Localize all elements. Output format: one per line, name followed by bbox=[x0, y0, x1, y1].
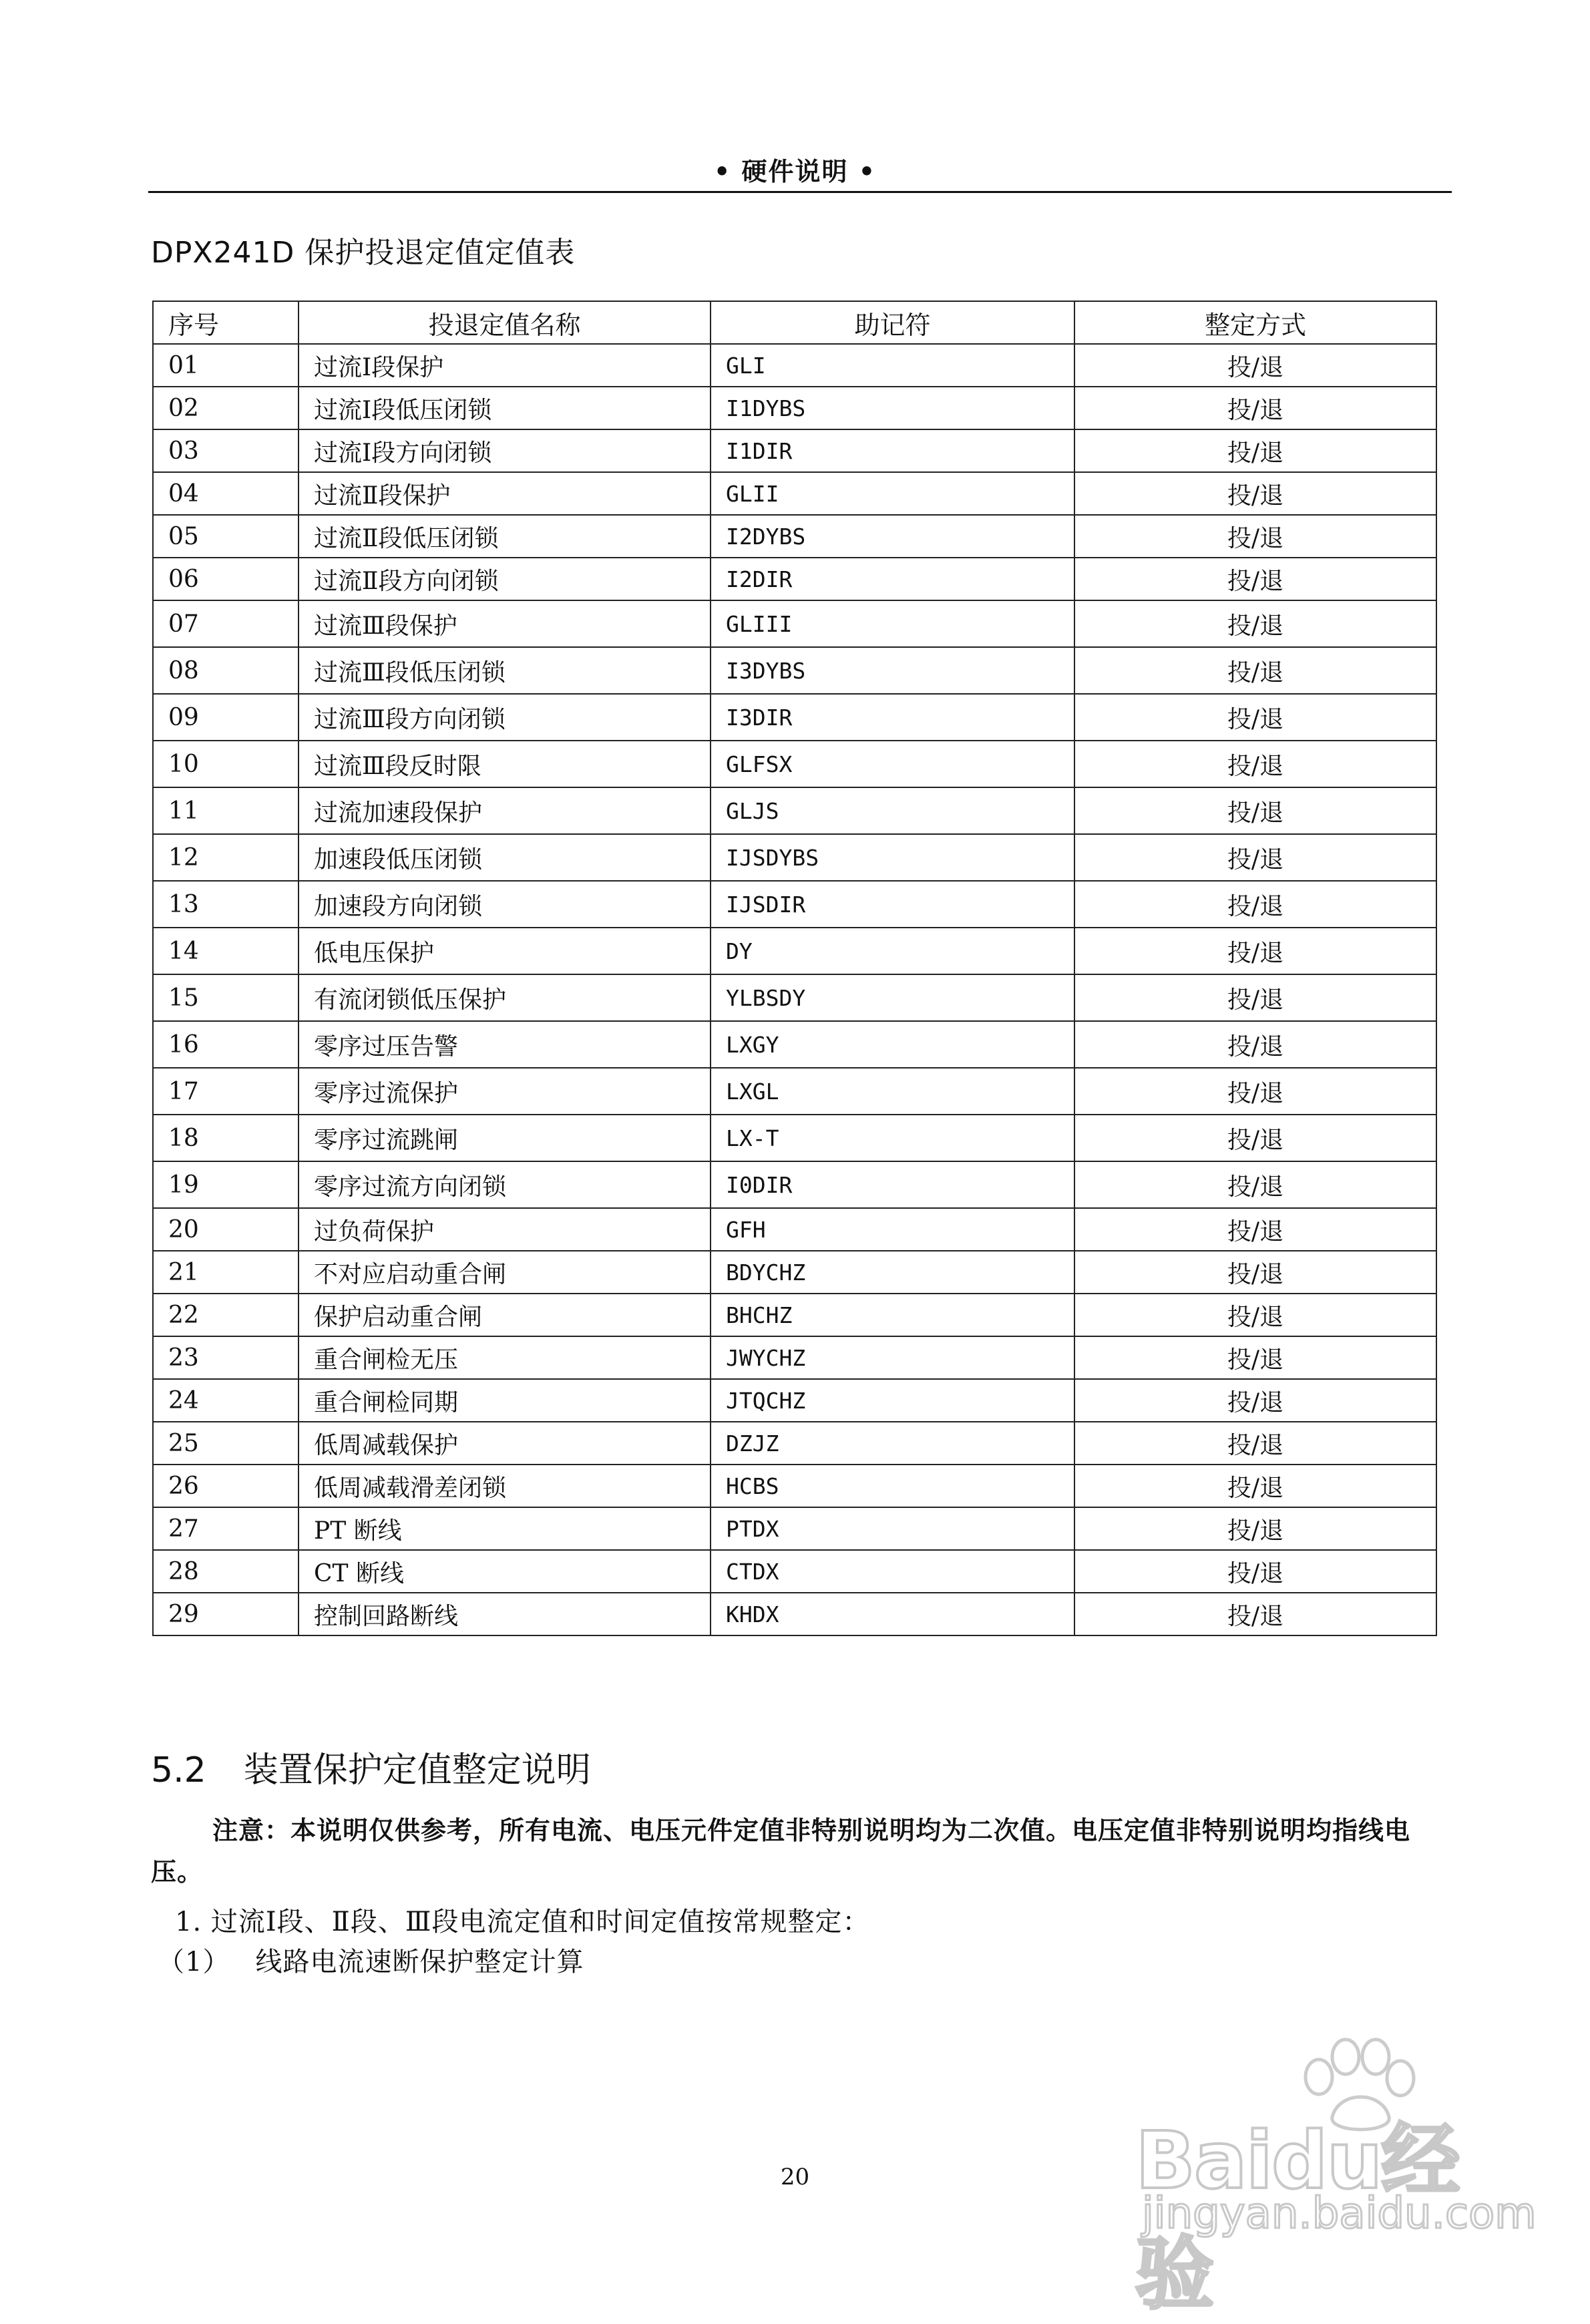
cell-mode: 投/退 bbox=[1074, 1550, 1436, 1593]
table-row bbox=[153, 974, 1436, 1021]
cell-no: 28 bbox=[153, 1550, 299, 1593]
table-row bbox=[153, 1507, 1436, 1550]
cell-no: 25 bbox=[153, 1422, 299, 1465]
cell-name: 过流Ⅲ段反时限 bbox=[299, 741, 711, 787]
table-row bbox=[153, 928, 1436, 974]
table-header-row bbox=[153, 301, 1436, 344]
cell-code: DZJZ bbox=[711, 1422, 1074, 1465]
cell-code: JWYCHZ bbox=[711, 1336, 1074, 1379]
cell-name: 低周减载保护 bbox=[299, 1422, 711, 1465]
subitem-text: 线路电流速断保护整定计算 bbox=[255, 1947, 584, 1977]
cell-name: 零序过流保护 bbox=[299, 1068, 711, 1115]
cell-name: 保护启动重合闸 bbox=[299, 1294, 711, 1336]
cell-name: 零序过流方向闭锁 bbox=[299, 1161, 711, 1208]
cell-mode: 投/退 bbox=[1074, 429, 1436, 472]
cell-code: I2DIR bbox=[711, 558, 1074, 600]
table-row bbox=[153, 647, 1436, 694]
table-row bbox=[153, 881, 1436, 928]
cell-code: LXGL bbox=[711, 1068, 1074, 1115]
cell-mode: 投/退 bbox=[1074, 881, 1436, 928]
table-row bbox=[153, 694, 1436, 741]
cell-mode: 投/退 bbox=[1074, 1161, 1436, 1208]
cell-no: 10 bbox=[153, 741, 299, 787]
cell-no: 14 bbox=[153, 928, 299, 974]
cell-mode: 投/退 bbox=[1074, 515, 1436, 558]
table-row bbox=[153, 1422, 1436, 1465]
cell-mode: 投/退 bbox=[1074, 1593, 1436, 1635]
cell-no: 21 bbox=[153, 1251, 299, 1294]
table-row bbox=[153, 741, 1436, 787]
table-body bbox=[153, 344, 1436, 1635]
cell-mode: 投/退 bbox=[1074, 1294, 1436, 1336]
table-row bbox=[153, 787, 1436, 834]
cell-name: 重合闸检同期 bbox=[299, 1379, 711, 1422]
cell-no: 19 bbox=[153, 1161, 299, 1208]
cell-no: 23 bbox=[153, 1336, 299, 1379]
cell-code: I0DIR bbox=[711, 1161, 1074, 1208]
protection-settings-table bbox=[152, 301, 1437, 1636]
cell-no: 24 bbox=[153, 1379, 299, 1422]
cell-mode: 投/退 bbox=[1074, 834, 1436, 881]
cell-code: I1DYBS bbox=[711, 387, 1074, 429]
cell-code: I1DIR bbox=[711, 429, 1074, 472]
baidu-watermark bbox=[1135, 2037, 1537, 2320]
section-number: 5.2 bbox=[151, 1750, 206, 1790]
list-item-1: 1. 过流Ⅰ段、Ⅱ段、Ⅲ段电流定值和时间定值按常规整定： bbox=[175, 1907, 870, 1937]
cell-mode: 投/退 bbox=[1074, 600, 1436, 647]
cell-code: I2DYBS bbox=[711, 515, 1074, 558]
cell-name: 过流Ⅲ段保护 bbox=[299, 600, 711, 647]
table-row bbox=[153, 429, 1436, 472]
header-title: • 硬件说明 • bbox=[713, 157, 877, 186]
table-row bbox=[153, 1115, 1436, 1161]
cell-no: 22 bbox=[153, 1294, 299, 1336]
cell-name: 零序过流跳闸 bbox=[299, 1115, 711, 1161]
cell-mode: 投/退 bbox=[1074, 1115, 1436, 1161]
table-row bbox=[153, 472, 1436, 515]
table-row bbox=[153, 1550, 1436, 1593]
column-header-no: 序号 bbox=[153, 301, 299, 344]
cell-no: 17 bbox=[153, 1068, 299, 1115]
cell-no: 13 bbox=[153, 881, 299, 928]
cell-mode: 投/退 bbox=[1074, 1208, 1436, 1251]
cell-no: 16 bbox=[153, 1021, 299, 1068]
cell-name: 过流Ⅱ段保护 bbox=[299, 472, 711, 515]
cell-mode: 投/退 bbox=[1074, 1336, 1436, 1379]
column-header-name: 投退定值名称 bbox=[299, 301, 711, 344]
cell-name: 控制回路断线 bbox=[299, 1593, 711, 1635]
cell-mode: 投/退 bbox=[1074, 1465, 1436, 1507]
table-row bbox=[153, 1021, 1436, 1068]
cell-mode: 投/退 bbox=[1074, 387, 1436, 429]
cell-code: JTQCHZ bbox=[711, 1379, 1074, 1422]
cell-name: 过流加速段保护 bbox=[299, 787, 711, 834]
section-title: 装置保护定值整定说明 bbox=[243, 1750, 591, 1790]
table-row bbox=[153, 834, 1436, 881]
cell-code: DY bbox=[711, 928, 1074, 974]
cell-code: LXGY bbox=[711, 1021, 1074, 1068]
cell-no: 20 bbox=[153, 1208, 299, 1251]
watermark-brand: Baidu经验 bbox=[1135, 2114, 1459, 2320]
cell-mode: 投/退 bbox=[1074, 741, 1436, 787]
table-row bbox=[153, 600, 1436, 647]
cell-mode: 投/退 bbox=[1074, 344, 1436, 387]
cell-code: PTDX bbox=[711, 1507, 1074, 1550]
cell-no: 02 bbox=[153, 387, 299, 429]
cell-code: BDYCHZ bbox=[711, 1251, 1074, 1294]
table-row bbox=[153, 1251, 1436, 1294]
cell-name: 有流闭锁低压保护 bbox=[299, 974, 711, 1021]
cell-no: 08 bbox=[153, 647, 299, 694]
cell-name: 过流Ⅰ段方向闭锁 bbox=[299, 429, 711, 472]
cell-name: PT 断线 bbox=[299, 1507, 711, 1550]
section-heading bbox=[151, 1742, 591, 1792]
cell-mode: 投/退 bbox=[1074, 1507, 1436, 1550]
table-row bbox=[153, 387, 1436, 429]
cell-no: 06 bbox=[153, 558, 299, 600]
column-header-mode: 整定方式 bbox=[1074, 301, 1436, 344]
table-row bbox=[153, 344, 1436, 387]
cell-mode: 投/退 bbox=[1074, 1379, 1436, 1422]
table-row bbox=[153, 558, 1436, 600]
table-row bbox=[153, 1208, 1436, 1251]
cell-mode: 投/退 bbox=[1074, 1422, 1436, 1465]
cell-code: LX-T bbox=[711, 1115, 1074, 1161]
column-header-code: 助记符 bbox=[711, 301, 1074, 344]
cell-no: 09 bbox=[153, 694, 299, 741]
cell-mode: 投/退 bbox=[1074, 1021, 1436, 1068]
table-title: DPX241D 保护投退定值定值表 bbox=[151, 236, 576, 270]
cell-no: 29 bbox=[153, 1593, 299, 1635]
cell-code: GFH bbox=[711, 1208, 1074, 1251]
cell-code: GLFSX bbox=[711, 741, 1074, 787]
cell-no: 05 bbox=[153, 515, 299, 558]
cell-mode: 投/退 bbox=[1074, 787, 1436, 834]
cell-mode: 投/退 bbox=[1074, 694, 1436, 741]
cell-no: 18 bbox=[153, 1115, 299, 1161]
subitem-index: （1） bbox=[158, 1947, 230, 1977]
cell-no: 26 bbox=[153, 1465, 299, 1507]
cell-name: 过流Ⅱ段方向闭锁 bbox=[299, 558, 711, 600]
cell-name: 不对应启动重合闸 bbox=[299, 1251, 711, 1294]
cell-code: KHDX bbox=[711, 1593, 1074, 1635]
table-row bbox=[153, 1294, 1436, 1336]
cell-name: 加速段方向闭锁 bbox=[299, 881, 711, 928]
cell-name: 加速段低压闭锁 bbox=[299, 834, 711, 881]
cell-no: 27 bbox=[153, 1507, 299, 1550]
header-divider bbox=[148, 191, 1452, 193]
cell-code: GLI bbox=[711, 344, 1074, 387]
list-subitem-1 bbox=[158, 1941, 584, 1979]
table-row bbox=[153, 1161, 1436, 1208]
cell-mode: 投/退 bbox=[1074, 928, 1436, 974]
cell-name: CT 断线 bbox=[299, 1550, 711, 1593]
cell-no: 11 bbox=[153, 787, 299, 834]
cell-code: GLIII bbox=[711, 600, 1074, 647]
cell-code: HCBS bbox=[711, 1465, 1074, 1507]
page-number: 20 bbox=[780, 2164, 810, 2190]
table-row bbox=[153, 1593, 1436, 1635]
cell-name: 低周减载滑差闭锁 bbox=[299, 1465, 711, 1507]
cell-name: 过流Ⅲ段低压闭锁 bbox=[299, 647, 711, 694]
cell-code: YLBSDY bbox=[711, 974, 1074, 1021]
cell-code: IJSDYBS bbox=[711, 834, 1074, 881]
cell-name: 过流Ⅰ段保护 bbox=[299, 344, 711, 387]
cell-name: 过流Ⅰ段低压闭锁 bbox=[299, 387, 711, 429]
cell-no: 03 bbox=[153, 429, 299, 472]
cell-no: 15 bbox=[153, 974, 299, 1021]
cell-name: 零序过压告警 bbox=[299, 1021, 711, 1068]
cell-code: IJSDIR bbox=[711, 881, 1074, 928]
cell-mode: 投/退 bbox=[1074, 647, 1436, 694]
table-row bbox=[153, 1336, 1436, 1379]
cell-code: GLJS bbox=[711, 787, 1074, 834]
table-row bbox=[153, 1465, 1436, 1507]
cell-name: 过流Ⅱ段低压闭锁 bbox=[299, 515, 711, 558]
cell-name: 过负荷保护 bbox=[299, 1208, 711, 1251]
cell-code: I3DYBS bbox=[711, 647, 1074, 694]
table-row bbox=[153, 1068, 1436, 1115]
cell-mode: 投/退 bbox=[1074, 472, 1436, 515]
cell-no: 04 bbox=[153, 472, 299, 515]
cell-code: CTDX bbox=[711, 1550, 1074, 1593]
watermark-url: jingyan.baidu.com bbox=[1142, 2189, 1537, 2239]
cell-code: GLII bbox=[711, 472, 1074, 515]
cell-mode: 投/退 bbox=[1074, 974, 1436, 1021]
cell-code: BHCHZ bbox=[711, 1294, 1074, 1336]
cell-name: 过流Ⅲ段方向闭锁 bbox=[299, 694, 711, 741]
cell-mode: 投/退 bbox=[1074, 1068, 1436, 1115]
cell-name: 重合闸检无压 bbox=[299, 1336, 711, 1379]
cell-no: 07 bbox=[153, 600, 299, 647]
cell-no: 01 bbox=[153, 344, 299, 387]
note-paragraph: 注意：本说明仅供参考，所有电流、电压元件定值非特别说明均为二次值。电压定值非特别说明均指线电压。 bbox=[151, 1816, 1411, 1887]
table-row bbox=[153, 515, 1436, 558]
cell-code: I3DIR bbox=[711, 694, 1074, 741]
table-row bbox=[153, 1379, 1436, 1422]
cell-mode: 投/退 bbox=[1074, 1251, 1436, 1294]
cell-no: 12 bbox=[153, 834, 299, 881]
cell-mode: 投/退 bbox=[1074, 558, 1436, 600]
cell-name: 低电压保护 bbox=[299, 928, 711, 974]
